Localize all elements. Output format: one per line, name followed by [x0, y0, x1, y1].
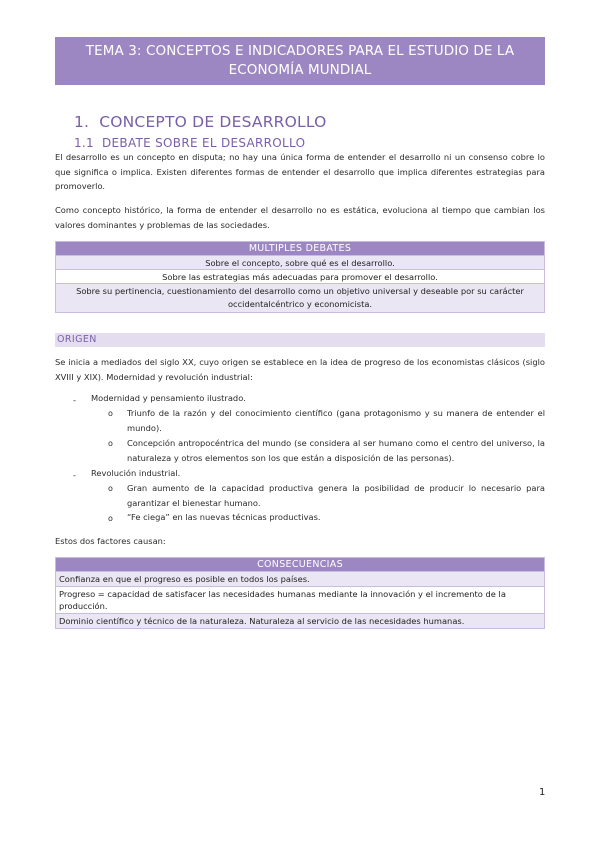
dash-bullet: -	[73, 395, 76, 405]
section-heading-1	[74, 113, 327, 131]
list-item-modernidad: Modernidad y pensamiento ilustrado.	[91, 393, 246, 403]
circle-bullet-icon: o	[108, 484, 113, 493]
debates-table	[55, 241, 545, 313]
paragraph-1: El desarrollo es un concepto en disputa; no hay una única forma de entender el desarrollo ni un consenso cobre lo que significa o implica. Existen diferentes formas de entender el desarrollo que implica diferentes estrategias para promoverlo.	[55, 152, 545, 191]
consecuencias-table-header: CONSECUENCIAS	[56, 558, 545, 572]
sub-item-concepcion: Concepción antropocéntrica del mundo (se considera al ser humano como el centro del universo, la naturaleza y otros elementos son los que están a disposición de las personas).	[127, 438, 545, 463]
debates-row: Sobre el concepto, sobre qué es el desarrollo.	[56, 256, 545, 270]
subsection-heading-1-1	[74, 136, 305, 150]
circle-bullet-icon: o	[108, 514, 113, 523]
title-banner	[55, 37, 545, 85]
debates-row: Sobre las estrategias más adecuadas para promover el desarrollo.	[56, 270, 545, 284]
sub-item-gran-aumento: Gran aumento de la capacidad productiva genera la posibilidad de producir lo necesario para garantizar el bienestar humano.	[127, 483, 545, 508]
debates-row: Sobre su pertinencia, cuestionamiento del desarrollo como un objetivo universal y deseable por su carácter occidentalcéntrico y economicista.	[56, 284, 545, 313]
circle-bullet-icon: o	[108, 409, 113, 418]
paragraph-3: Se inicia a mediados del siglo XX, cuyo origen se establece en la idea de progreso de los economistas clásicos (siglo XVIII y XIX). Modernidad y revolución industrial:	[55, 357, 545, 382]
paragraph-2: Como concepto histórico, la forma de entender el desarrollo no es estática, evoluciona al tiempo que cambian los valores dominantes y problemas de las sociedades.	[55, 205, 545, 230]
subsection-number: 1.1	[74, 136, 94, 150]
circle-bullet-icon: o	[108, 439, 113, 448]
debates-table-header: MULTIPLES DEBATES	[56, 242, 545, 256]
title-line-2: ECONOMÍA MUNDIAL	[228, 62, 372, 78]
consecuencias-row: Progreso = capacidad de satisfacer las necesidades humanas mediante la innovación y el incremento de la producción.	[56, 587, 545, 614]
page-number: 1	[539, 787, 546, 798]
consecuencias-row: Confianza en que el progreso es posible en todos los países.	[56, 572, 545, 587]
consecuencias-row: Dominio científico y técnico de la naturaleza. Naturaleza al servicio de las necesidades humanas.	[56, 614, 545, 629]
subsection-title: DEBATE SOBRE EL DESARROLLO	[101, 136, 306, 150]
list-item-revolucion: Revolución industrial.	[91, 468, 181, 478]
sub-item-fe-ciega: “Fe ciega” en las nuevas técnicas productivas.	[127, 512, 321, 522]
title-line-1: TEMA 3: CONCEPTOS E INDICADORES PARA EL ESTUDIO DE LA	[85, 43, 515, 59]
dash-bullet: -	[73, 470, 76, 480]
section-number: 1.	[74, 113, 90, 131]
origen-heading: ORIGEN	[55, 333, 545, 347]
section-title: CONCEPTO DE DESARROLLO	[99, 113, 327, 131]
paragraph-4: Estos dos factores causan:	[55, 536, 166, 546]
consecuencias-table	[55, 557, 545, 629]
sub-item-triunfo: Triunfo de la razón y del conocimiento científico (gana protagonismo y su manera de entender el mundo).	[127, 408, 545, 433]
